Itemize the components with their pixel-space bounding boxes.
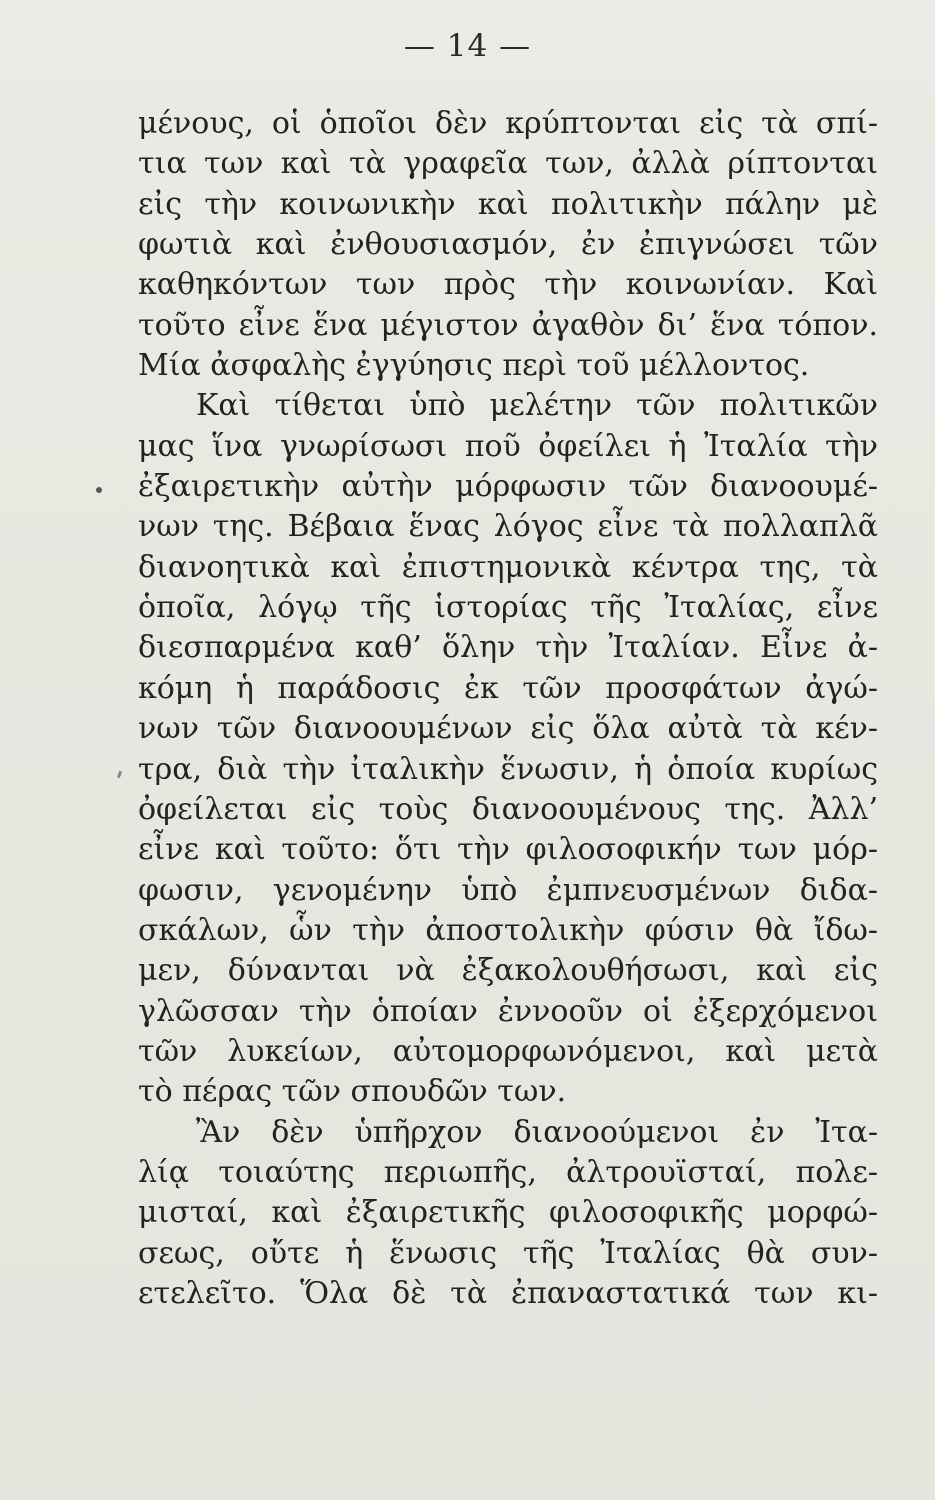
text-line: ὀφείλεται εἰς τοὺς διανοουμένους της. Ἀλλ’ bbox=[138, 791, 878, 827]
text-line: λίᾳ τοιαύτης περιωπῆς, ἀλτρουϊσταί, πολε- bbox=[138, 1154, 878, 1190]
margin-speck bbox=[117, 771, 122, 779]
body-text bbox=[138, 104, 878, 1314]
text-line: μένους, οἱ ὁποῖοι δὲν κρύπτονται εἰς τὰ σπί- bbox=[138, 106, 878, 141]
text-line: ἐξαιρετικὴν αὐτὴν μόρφωσιν τῶν διανοουμέ- bbox=[138, 469, 878, 505]
text-line: σκάλων, ὧν τὴν ἀποστολικὴν φύσιν θὰ ἴδω- bbox=[138, 912, 878, 948]
text-line: ετελεῖτο. Ὅλα δὲ τὰ ἐπαναστατικά των κι- bbox=[138, 1275, 878, 1311]
text-line: καθηκόντων των πρὸς τὴν κοινωνίαν. Καὶ bbox=[138, 267, 878, 303]
text-line: νων τῶν διανοουμένων εἰς ὅλα αὐτὰ τὰ κέν- bbox=[138, 711, 878, 747]
margin-mark bbox=[96, 487, 102, 493]
text-line: Ἂν δὲν ὑπῆρχον διανοούμενοι ἐν Ἰτα- bbox=[196, 1114, 878, 1150]
text-line: κόμη ἡ παράδοσις ἐκ τῶν προσφάτων ἀγώ- bbox=[138, 670, 878, 706]
text-line: μας ἵνα γνωρίσωσι ποῦ ὀφείλει ἡ Ἰταλία τὴν bbox=[138, 428, 878, 464]
text-line: τρα, διὰ τὴν ἰταλικὴν ἕνωσιν, ἡ ὁποία κυρίως bbox=[138, 751, 878, 787]
text-line: εἶνε καὶ τοῦτο: ὅτι τὴν φιλοσοφικήν των μόρ- bbox=[138, 832, 878, 868]
text-line: φωτιὰ καὶ ἐνθουσιασμόν, ἐν ἐπιγνώσει τῶν bbox=[138, 227, 878, 263]
page-number: — 14 — bbox=[403, 28, 532, 64]
text-line: τῶν λυκείων, αὐτομορφωνόμενοι, καὶ μετὰ bbox=[138, 1033, 878, 1069]
text-line: Μία ἀσφαλὴς ἐγγύησις περὶ τοῦ μέλλοντος. bbox=[138, 348, 810, 384]
text-line: νων της. Βέβαια ἕνας λόγος εἶνε τὰ πολλαπλᾶ bbox=[138, 509, 878, 545]
text-line: Καὶ τίθεται ὑπὸ μελέτην τῶν πολιτικῶν bbox=[196, 388, 878, 424]
text-line: σεως, οὔτε ἡ ἕνωσις τῆς Ἰταλίας θὰ συν- bbox=[138, 1235, 878, 1271]
text-line: τια των καὶ τὰ γραφεῖα των, ἀλλὰ ρίπτονται bbox=[138, 146, 878, 182]
text-line: εἰς τὴν κοινωνικὴν καὶ πολιτικὴν πάλην μὲ bbox=[138, 186, 878, 222]
text-line: φωσιν, γενομένην ὑπὸ ἐμπνευσμένων διδα- bbox=[138, 872, 878, 908]
text-line: μεν, δύνανται νὰ ἐξακολουθήσωσι, καὶ εἰς bbox=[138, 953, 878, 989]
text-line: διεσπαρμένα καθ’ ὅλην τὴν Ἰταλίαν. Εἶνε ἀ- bbox=[138, 630, 878, 666]
text-line: τὸ πέρας τῶν σπουδῶν των. bbox=[138, 1074, 567, 1110]
text-line: ὁποῖα, λόγῳ τῆς ἱστορίας τῆς Ἰταλίας, εἶνε bbox=[138, 590, 878, 626]
text-line: διανοητικὰ καὶ ἐπιστημονικὰ κέντρα της, τὰ bbox=[138, 549, 878, 585]
text-line: τοῦτο εἶνε ἕνα μέγιστον ἀγαθὸν δι’ ἕνα τόπον. bbox=[138, 307, 878, 343]
text-line: μισταί, καὶ ἐξαιρετικῆς φιλοσοφικῆς μορφώ- bbox=[138, 1195, 878, 1231]
text-line: γλῶσσαν τὴν ὁποίαν ἐννοοῦν οἱ ἐξερχόμενοι bbox=[138, 993, 878, 1029]
